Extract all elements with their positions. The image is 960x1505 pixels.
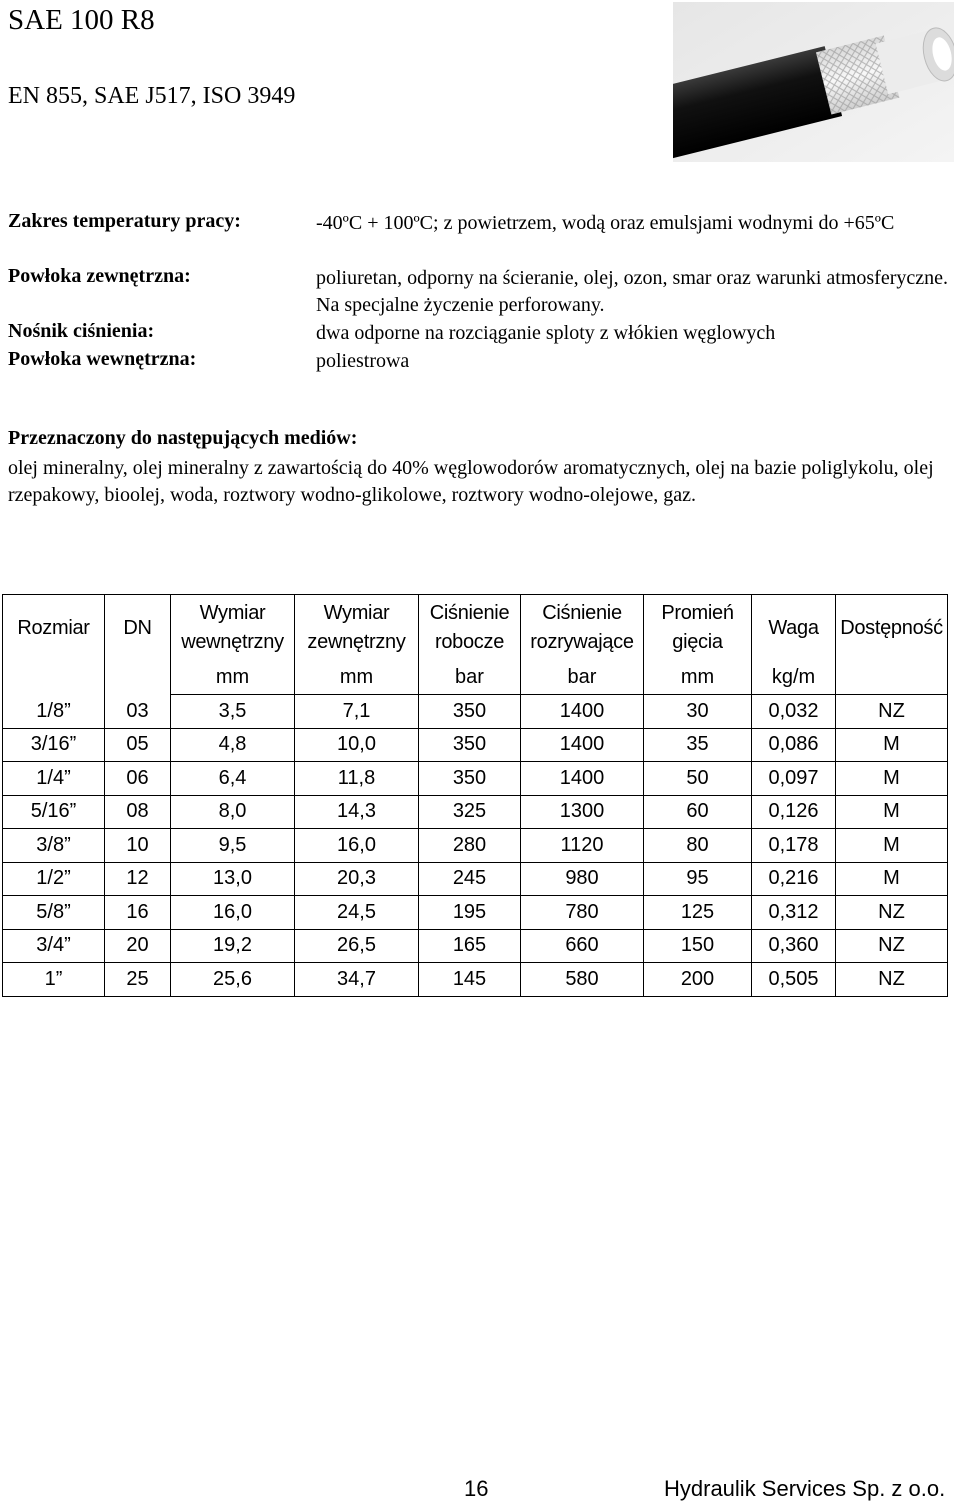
column-header-text: zewnętrzny xyxy=(307,631,406,653)
hose-spec-table xyxy=(2,594,948,997)
table-cell: NZ xyxy=(836,963,948,997)
table-cell: 5/8” xyxy=(3,896,105,930)
table-cell: 325 xyxy=(419,795,521,829)
table-cell: 6,4 xyxy=(171,762,295,796)
spec-value-reinforcement: dwa odporne na rozciąganie sploty z włókien węglowych xyxy=(316,322,776,344)
table-row xyxy=(3,728,948,762)
table-cell: 125 xyxy=(644,896,752,930)
media-text: olej mineralny, olej mineralny z zawartością do 40% węglowodorów aromatycznych, olej na bazie poliglykolu, olej rzepakowy, bioolej, woda, roztwory wodno-glikolowe, roztwory wodno-olejowe, gaz. xyxy=(8,457,934,506)
table-cell: 9,5 xyxy=(171,829,295,863)
table-cell: 1400 xyxy=(521,728,644,762)
table-cell: 245 xyxy=(419,862,521,896)
table-cell: 05 xyxy=(105,728,171,762)
table-cell: 1/2” xyxy=(3,862,105,896)
table-row xyxy=(3,695,948,729)
column-header xyxy=(521,595,644,662)
table-cell: 24,5 xyxy=(295,896,419,930)
column-header-text: Dostępność xyxy=(840,616,943,639)
column-header xyxy=(295,595,419,662)
table-cell: 150 xyxy=(644,929,752,963)
table-cell: 3/16” xyxy=(3,728,105,762)
table-cell: 12 xyxy=(105,862,171,896)
table-row xyxy=(3,795,948,829)
column-header-text: rozrywające xyxy=(530,631,634,653)
table-cell: 60 xyxy=(644,795,752,829)
column-header-text: gięcia xyxy=(672,631,723,653)
table-cell: 13,0 xyxy=(171,862,295,896)
table-cell: 25,6 xyxy=(171,963,295,997)
unit-cell xyxy=(836,661,948,695)
table-cell: 3,5 xyxy=(171,695,295,729)
table-cell: 16,0 xyxy=(171,896,295,930)
table-cell: 0,086 xyxy=(752,728,836,762)
table-cell: M xyxy=(836,728,948,762)
media-heading: Przeznaczony do następujących mediów: xyxy=(8,427,358,449)
table-row xyxy=(3,829,948,863)
table-cell: 16 xyxy=(105,896,171,930)
unit-cell: mm xyxy=(171,661,295,695)
table-cell: 0,126 xyxy=(752,795,836,829)
column-header-text: Waga xyxy=(768,616,819,639)
table-cell: 11,8 xyxy=(295,762,419,796)
table-cell: 3/4” xyxy=(3,929,105,963)
table-cell: M xyxy=(836,862,948,896)
column-header xyxy=(105,595,171,662)
column-header-text: Rozmiar xyxy=(17,616,90,639)
table-cell: 8,0 xyxy=(171,795,295,829)
column-header-text: Promień xyxy=(661,602,734,624)
units-row xyxy=(3,661,948,695)
unit-cell: mm xyxy=(295,661,419,695)
column-header xyxy=(644,595,752,662)
table-cell: 145 xyxy=(419,963,521,997)
table-header-row xyxy=(3,595,948,662)
spec-value-temperature: -40ºC + 100ºC; z powietrzem, wodą oraz emulsjami wodnymi do +65ºC xyxy=(316,212,895,234)
table-cell: 4,8 xyxy=(171,728,295,762)
table-row xyxy=(3,896,948,930)
spec-value-inner-tube: poliestrowa xyxy=(316,350,410,372)
table-cell: 20,3 xyxy=(295,862,419,896)
table-cell: 30 xyxy=(644,695,752,729)
unit-cell xyxy=(3,661,105,695)
column-header xyxy=(752,595,836,662)
table-cell: 19,2 xyxy=(171,929,295,963)
table-cell: 80 xyxy=(644,829,752,863)
column-header-text: wewnętrzny xyxy=(181,631,284,653)
table-cell: 1120 xyxy=(521,829,644,863)
column-header xyxy=(3,595,105,662)
unit-cell: bar xyxy=(521,661,644,695)
table-cell: 16,0 xyxy=(295,829,419,863)
table-cell: 10 xyxy=(105,829,171,863)
table-cell: 0,216 xyxy=(752,862,836,896)
column-header xyxy=(171,595,295,662)
table-cell: 0,312 xyxy=(752,896,836,930)
table-cell: 1300 xyxy=(521,795,644,829)
unit-cell: bar xyxy=(419,661,521,695)
spec-label-outer-cover: Powłoka zewnętrzna: xyxy=(8,265,191,287)
table-cell: 1/8” xyxy=(3,695,105,729)
table-cell: 10,0 xyxy=(295,728,419,762)
table-cell: 3/8” xyxy=(3,829,105,863)
table-cell: 95 xyxy=(644,862,752,896)
column-header xyxy=(419,595,521,662)
spec-label-inner-tube: Powłoka wewnętrzna: xyxy=(8,348,197,370)
unit-cell xyxy=(105,661,171,695)
table-cell: 1400 xyxy=(521,695,644,729)
page-number: 16 xyxy=(464,1476,489,1501)
table-cell: 26,5 xyxy=(295,929,419,963)
table-cell: 0,178 xyxy=(752,829,836,863)
spec-label-reinforcement: Nośnik ciśnienia: xyxy=(8,320,155,342)
table-row xyxy=(3,963,948,997)
standards-line: EN 855, SAE J517, ISO 3949 xyxy=(8,83,296,109)
table-cell: 0,505 xyxy=(752,963,836,997)
table-cell: 980 xyxy=(521,862,644,896)
table-row xyxy=(3,862,948,896)
table-cell: M xyxy=(836,829,948,863)
column-header-text: Ciśnienie xyxy=(542,602,622,624)
table-cell: NZ xyxy=(836,929,948,963)
table-cell: 08 xyxy=(105,795,171,829)
table-cell: 1400 xyxy=(521,762,644,796)
table-cell: 350 xyxy=(419,695,521,729)
unit-cell: kg/m xyxy=(752,661,836,695)
column-header-text: DN xyxy=(123,616,152,639)
table-cell: 1” xyxy=(3,963,105,997)
table-cell: 580 xyxy=(521,963,644,997)
table-row xyxy=(3,929,948,963)
table-cell: 35 xyxy=(644,728,752,762)
table-cell: 660 xyxy=(521,929,644,963)
table-cell: 0,360 xyxy=(752,929,836,963)
spec-value-outer-cover: poliuretan, odporny na ścieranie, olej, ozon, smar oraz warunki atmosferyczne. Na specjalne życzenie perforowany. xyxy=(316,267,948,316)
table-cell: 1/4” xyxy=(3,762,105,796)
table-cell: 200 xyxy=(644,963,752,997)
table-cell: M xyxy=(836,762,948,796)
table-cell: 350 xyxy=(419,762,521,796)
page-title: SAE 100 R8 xyxy=(8,4,155,36)
spec-label-temperature: Zakres temperatury pracy: xyxy=(8,210,241,232)
column-header-text: Wymiar xyxy=(323,602,390,624)
column-header-text: Wymiar xyxy=(199,602,266,624)
hose-photo xyxy=(673,2,954,162)
table-cell: 25 xyxy=(105,963,171,997)
table-cell: 50 xyxy=(644,762,752,796)
table-cell: M xyxy=(836,795,948,829)
company-name: Hydraulik Services Sp. z o.o. xyxy=(664,1476,946,1501)
table-cell: NZ xyxy=(836,695,948,729)
table-cell: NZ xyxy=(836,896,948,930)
table-cell: 06 xyxy=(105,762,171,796)
table-cell: 350 xyxy=(419,728,521,762)
table-cell: 20 xyxy=(105,929,171,963)
column-header-text: robocze xyxy=(434,631,505,653)
table-cell: 0,097 xyxy=(752,762,836,796)
table-cell: 7,1 xyxy=(295,695,419,729)
table-cell: 34,7 xyxy=(295,963,419,997)
table-cell: 14,3 xyxy=(295,795,419,829)
table-cell: 780 xyxy=(521,896,644,930)
table-row xyxy=(3,762,948,796)
table-cell: 195 xyxy=(419,896,521,930)
table-cell: 165 xyxy=(419,929,521,963)
unit-cell: mm xyxy=(644,661,752,695)
column-header-text: Ciśnienie xyxy=(429,602,510,624)
table-cell: 5/16” xyxy=(3,795,105,829)
table-cell: 0,032 xyxy=(752,695,836,729)
table-cell: 03 xyxy=(105,695,171,729)
table-cell: 280 xyxy=(419,829,521,863)
column-header xyxy=(836,595,948,662)
